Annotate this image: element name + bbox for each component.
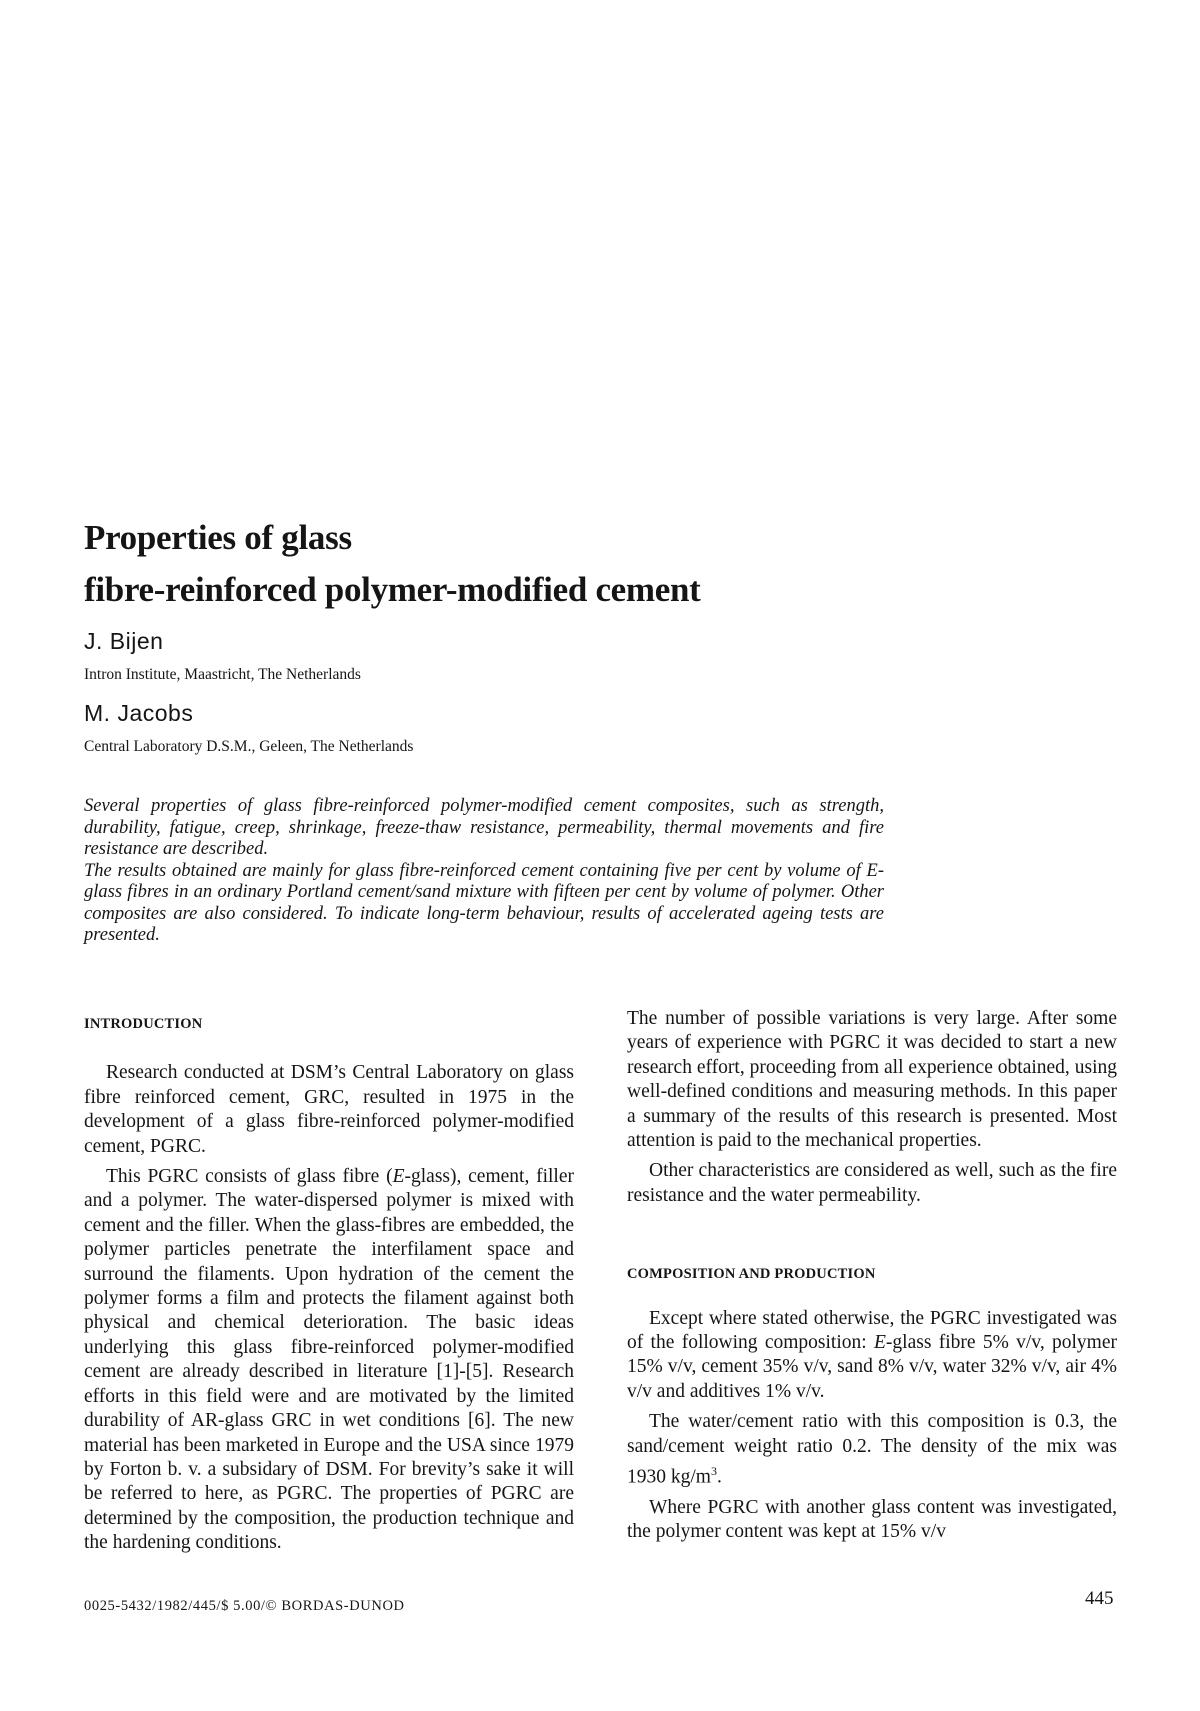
section-heading-introduction: INTRODUCTION	[84, 1016, 203, 1032]
composition-paragraph-3: Where PGRC with another glass content was investigated, the polymer content was kept at 15% v/v	[627, 1497, 1117, 1543]
abstract	[84, 796, 884, 947]
footer-publication-code: 0025-5432/1982/445/$ 5.00/© BORDAS-DUNOD	[84, 1598, 405, 1614]
right-paragraph-1: The number of possible variations is very large. After some years of experience with PGRC it was decided to start a new research effort, proceeding from all experience obtained, using well-defined conditions and measuring methods. In this paper a summary of the results of this research is presented. Most attention is paid to the mechanical properties.	[627, 1008, 1117, 1152]
right-paragraph-2: Other characteristics are considered as well, such as the fire resistance and the water permeability.	[627, 1160, 1117, 1206]
left-column	[84, 1012, 574, 1562]
intro-paragraph-2: This PGRC consists of glass fibre (E-glass), cement, filler and a polymer. The water-dispersed polymer is mixed with cement and the filler. When the glass-fibres are embedded, the polymer particles penetrate the interfilament space and surround the filaments. Upon hydration of the cement the polymer forms a film and protects the filament against both physical and chemical deterioration. The basic ideas underlying this glass fibre-reinforced polymer-modified cement are already described in literature [1]-[5]. Research efforts in this field were and are motivated by the limited durability of AR-glass GRC in wet conditions [6]. The new material has been marketed in Europe and the USA since 1979 by Forton b. v. a subsidary of DSM. For brevity’s sake it will be referred to here, as PGRC. The properties of PGRC are determined by the composition, the production technique and the hardening conditions.	[84, 1166, 574, 1554]
composition-paragraph-1: Except where stated otherwise, the PGRC investigated was of the following composition: E-glass fibre 5% v/v, polymer 15% v/v, cement 35% v/v, sand 8% v/v, water 32% v/v, air 4% v/v and additives 1% v/v.	[627, 1307, 1117, 1402]
paper-title	[84, 512, 701, 616]
author-affiliation-2: Central Laboratory D.S.M., Geleen, The Netherlands	[84, 738, 414, 755]
section-heading-composition: COMPOSITION AND PRODUCTION	[627, 1266, 876, 1283]
title-line-1: Properties of glass	[84, 518, 352, 557]
composition-paragraph-2: The water/cement ratio with this composition is 0.3, the sand/cement weight ratio 0.2. The density of the mix was 1930 $kg/m^3$.	[627, 1411, 1117, 1488]
abstract-paragraph-2: The results obtained are mainly for glass fibre-reinforced cement containing five per cent by volume of E-glass fibres in an ordinary Portland cement/sand mixture with fifteen per cent by volume of polymer. Other composites are also considered. To indicate long-term behaviour, results of accelerated ageing tests are presented.	[84, 860, 884, 945]
author-name-2: M. Jacobs	[84, 700, 194, 726]
author-affiliation-1: Intron Institute, Maastricht, The Netherlands	[84, 666, 361, 683]
intro-paragraph-1: Research conducted at DSM’s Central Laboratory on glass fibre reinforced cement, GRC, resulted in 1975 in the development of a glass fibre-reinforced polymer-modified cement, PGRC.	[84, 1062, 574, 1157]
page-number: 445	[1085, 1588, 1114, 1609]
right-column	[627, 1007, 1117, 1551]
title-line-2: fibre-reinforced polymer-modified cement	[84, 570, 701, 609]
author-name-1: J. Bijen	[84, 628, 164, 654]
abstract-paragraph-1: Several properties of glass fibre-reinforced polymer-modified cement composites, such as strength, durability, fatigue, creep, shrinkage, freeze-thaw resistance, permeability, thermal movements and fire resistance are described.	[84, 796, 884, 859]
